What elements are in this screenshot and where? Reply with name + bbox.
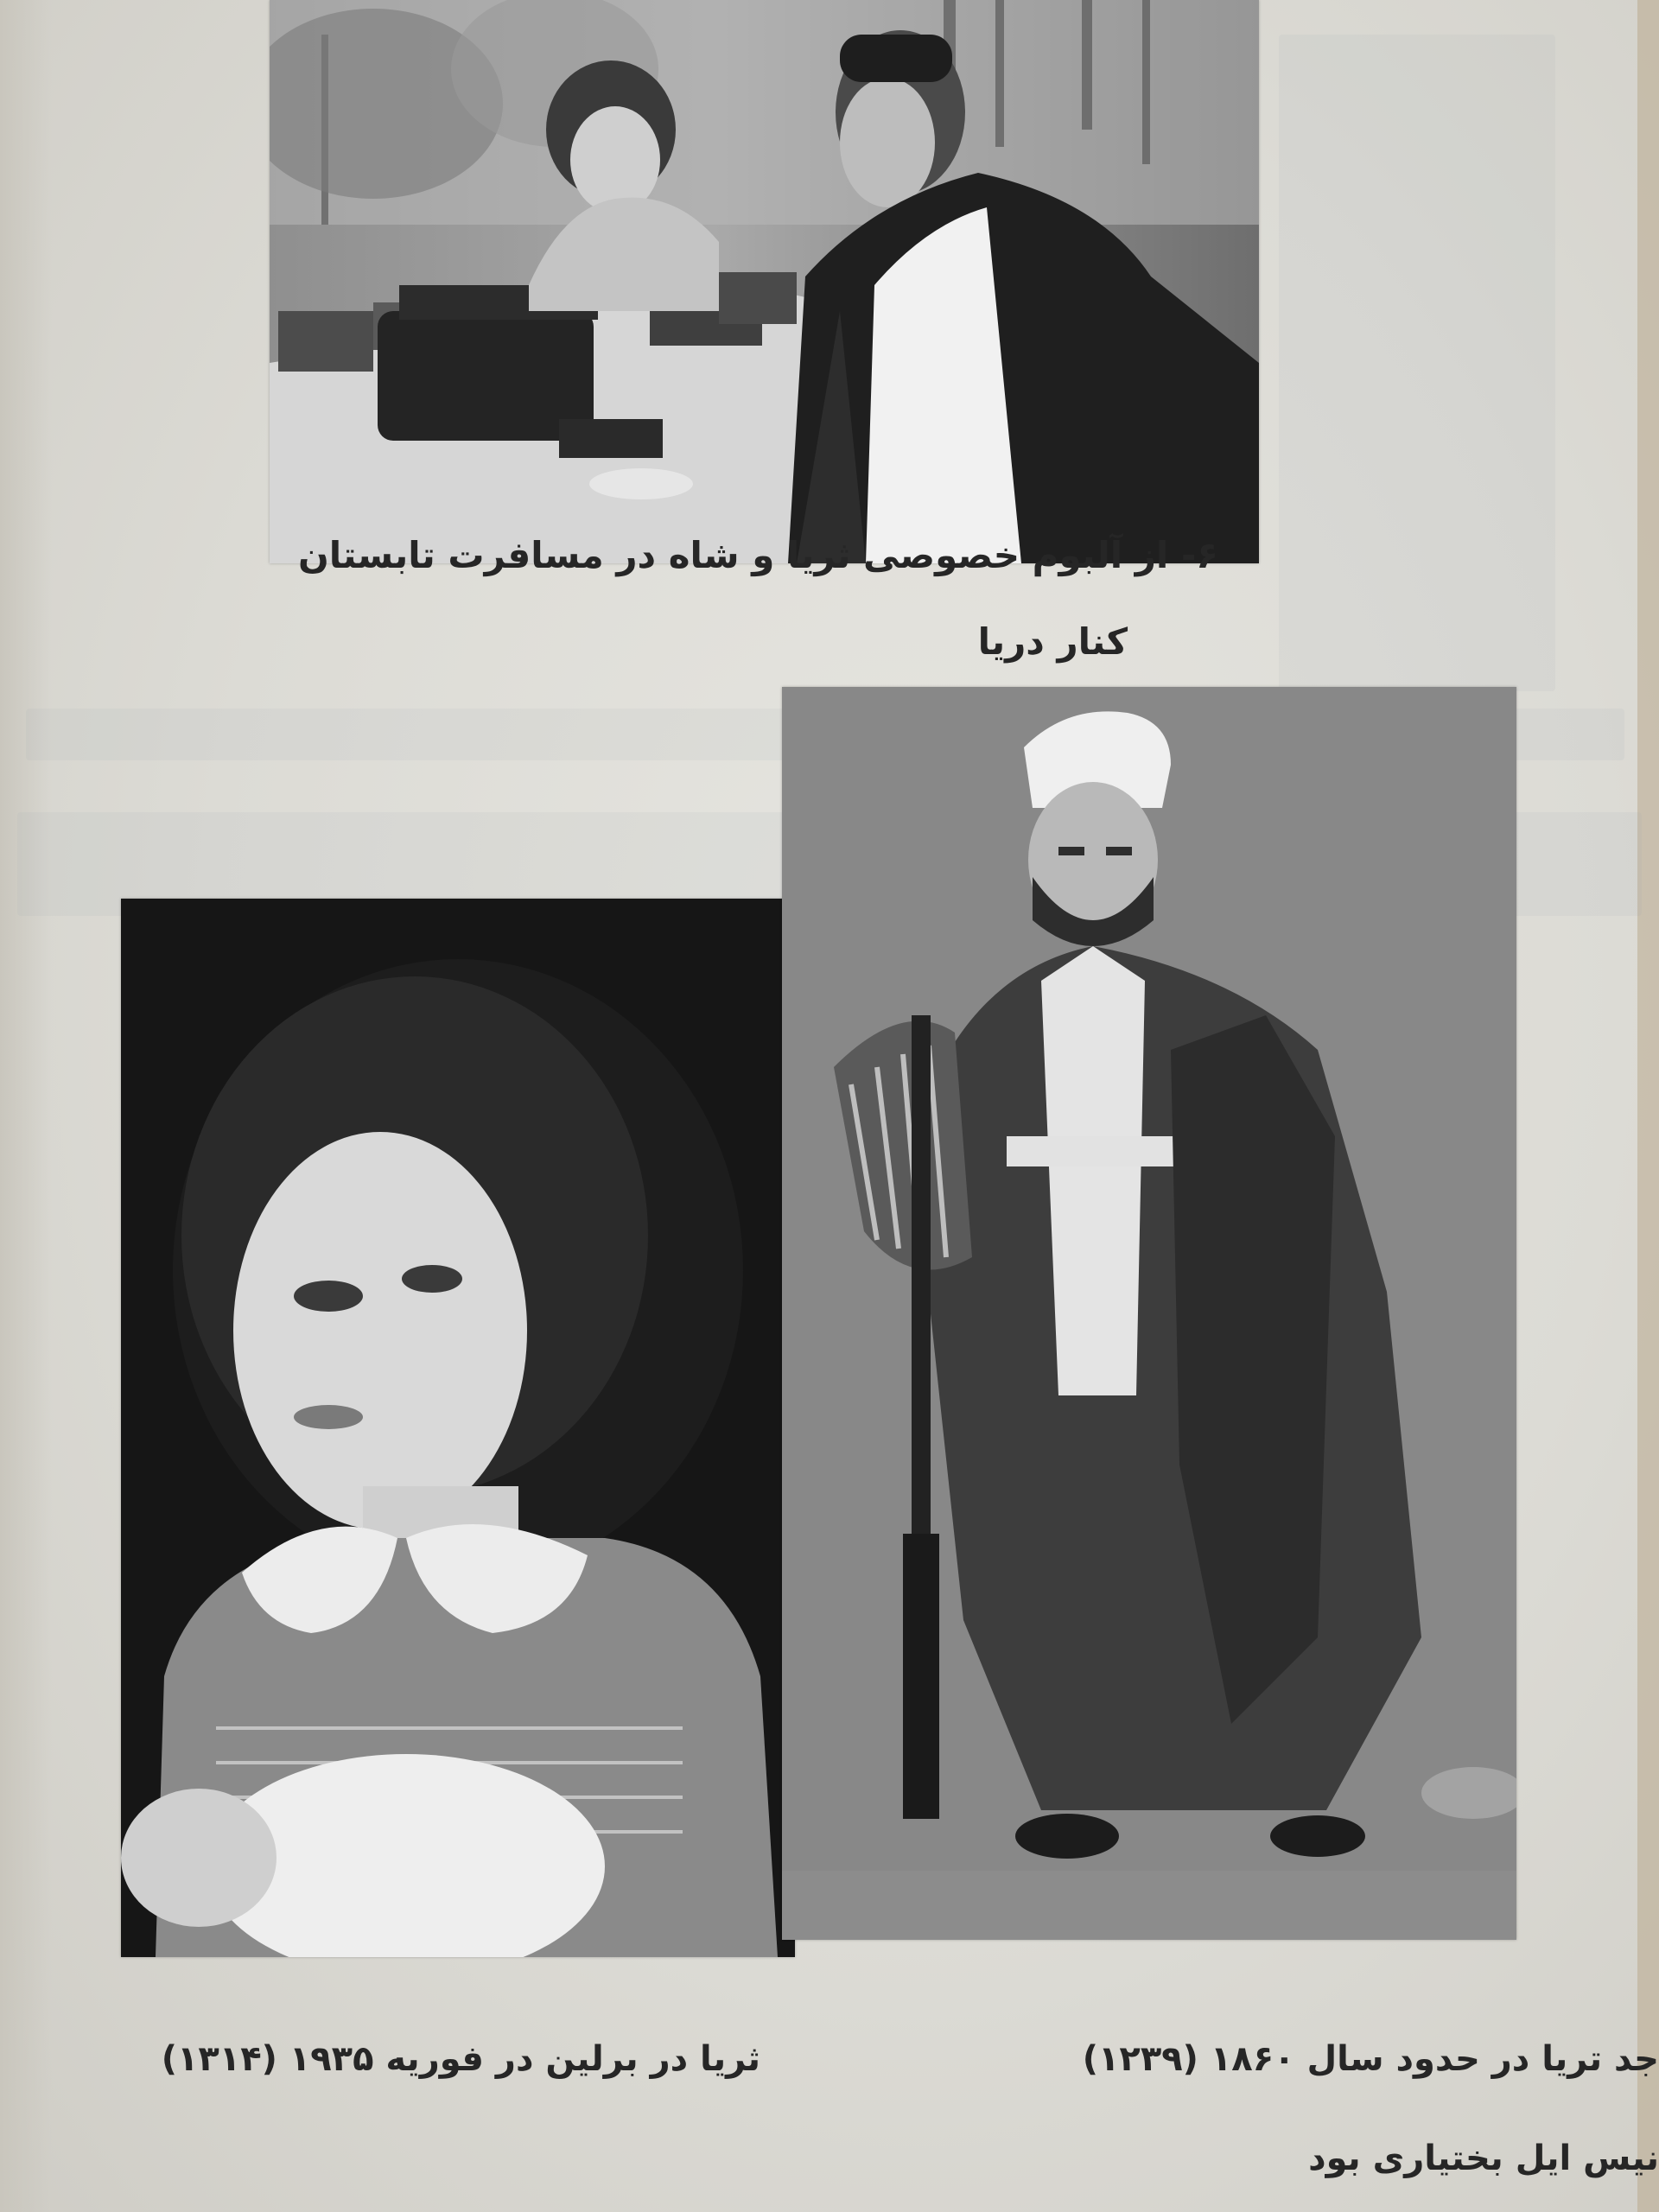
page-gutter-shadow	[0, 0, 52, 2212]
caption-ancestor-line2: نیس ایل بختیاری بود	[1308, 2139, 1659, 2178]
bleed-through-block	[1279, 35, 1555, 691]
photo-child-berlin	[121, 899, 795, 1957]
page-edge	[1637, 0, 1659, 2212]
photo-ancestor	[782, 687, 1516, 1940]
caption-child: ثریا در برلین در فوریه ۱۹۳۵ (۱۳۱۴)	[161, 2039, 760, 2079]
child-photo-image	[121, 899, 795, 1957]
caption-couple-line1: ۶- از آلبوم خصوصی ثریا و شاه در مسافرت تابستان	[297, 534, 1218, 576]
ancestor-photo-image	[782, 687, 1516, 1940]
couple-photo-image	[270, 0, 1259, 563]
photo-couple-summer-trip	[270, 0, 1259, 563]
caption-ancestor-line1: جد تریا در حدود سال ۱۸۶۰ (۱۲۳۹)	[1082, 2039, 1659, 2079]
caption-couple-line2: کنار دریا	[977, 620, 1128, 663]
